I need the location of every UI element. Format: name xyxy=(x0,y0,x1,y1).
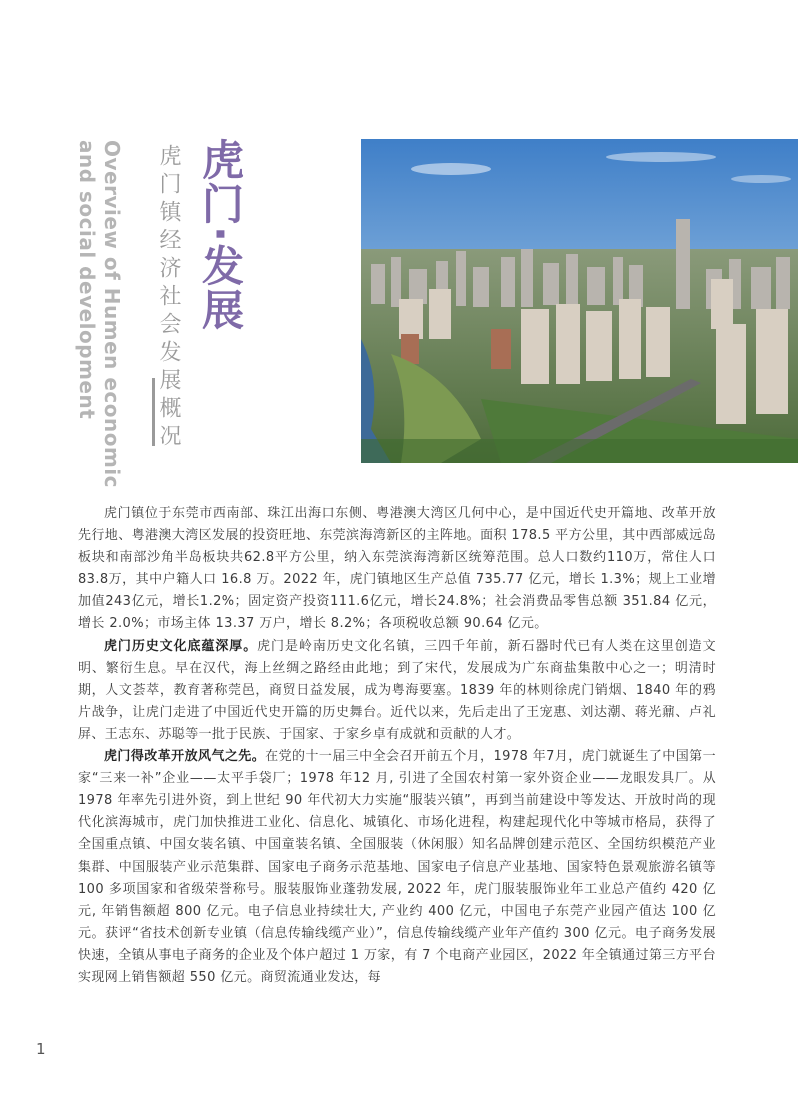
page-title: 虎门·发展 xyxy=(196,138,245,332)
paragraph-text: 虎门是岭南历史文化名镇，三四千年前，新石器时代已有人类在这里创造文明、繁衍生息。早在汉代，海上丝绸之路经由此地；到了宋代，发展成为广东商盐集散中心之一；明清时期，人文荟萃，教育著称莞邑，商贸日益发展，成为粤海要塞。1839 年的林则徐虎门销烟、1840 年的鸦片战争，让虎门走进了中国近代史开篇的历史舞台。近代以来，先后走出了王宠惠、刘达潮、蒋光鼐、卢礼屏、王志东、苏聪等一批于民族、于国家、于家乡卓有成就和贡献的人才。 xyxy=(78,638,717,742)
paragraph-history xyxy=(78,636,716,746)
page-number: 1 xyxy=(36,1040,46,1058)
paragraph-reform xyxy=(78,746,716,989)
paragraph-lead: 虎门得改革开放风气之先。 xyxy=(104,749,266,765)
paragraph-text: 在党的十一届三中全会召开前五个月，1978 年7月，虎门就诞生了中国第一家“三来一补”企业——太平手袋厂；1978 年12 月, 引进了全国农村第一家外资企业——龙眼发具厂。从 1978 年率先引进外资，到上世纪 90 年代初大力实施“服装兴镇”，再到当前建设中等发达、开放时尚的现代化滨海城市，虎门加快推进工业化、信息化、城镇化、市场化进程，构建起现代化中等城市格局，获得了全国重点镇、中国女装名镇、中国童装名镇、全国服装（休闲服）知名品牌创建示范区、全国纺织模范产业集群、中国服装产业示范集群、国家电子商务示范基地、国家电子信息产业基地、国家特色景观旅游名镇等 100 多项国家和省级荣誉称号。服装服饰业蓬勃发展, 2022 年，虎门服装服饰业年工业总产值约 420 亿元, 年销售额超 800 亿元。电子信息业持续壮大, 产业约 400 亿元，中国电子东莞产业园产值达 100 亿元。获评“省技术创新专业镇（信息传输线缆产业）”，信息传输线缆产业年产值约 300 亿元。电子商务发展快速，全镇从事电子商务的企业及个体户超过 1 万家，有 7 个电商产业园区，2022 年全镇通过第三方平台实现网上销售额超 550 亿元。商贸流通业发达，每 xyxy=(78,749,716,985)
chinese-subtitle: 虎门镇经济社会发展概况 xyxy=(156,144,181,452)
article-body xyxy=(78,503,716,989)
paragraph-text: 虎门镇位于东莞市西南部、珠江出海口东侧、粤港澳大湾区几何中心，是中国近代史开篇地、改革开放先行地、粤港澳大湾区发展的投资旺地、东莞滨海湾新区的主阵地。面积 178.5 平方公里，其中西部威远岛板块和南部沙角半岛板块共62.8平方公里，纳入东莞滨海湾新区统筹范围。总人口数约110万，常住人口83.8万，其中户籍人口 16.8 万。2022 年，虎门镇地区生产总值 735.77 亿元，增长 1.3%；规上工业增加值243亿元，增长1.2%；固定资产投资111.6亿元，增长24.8%；社会消费品零售总额 351.84 亿元，增长 2.0%；市场主体 13.37 万户，增长 8.2%；各项税收总额 90.64 亿元。 xyxy=(78,506,716,632)
paragraph-lead: 虎门历史文化底蕴深厚。 xyxy=(104,638,258,654)
english-subtitle: Overview of Humen economic and social development xyxy=(75,140,124,489)
city-skyline-photo xyxy=(361,139,798,463)
subtitle-divider-bar xyxy=(152,378,155,446)
paragraph-overview xyxy=(78,503,716,636)
